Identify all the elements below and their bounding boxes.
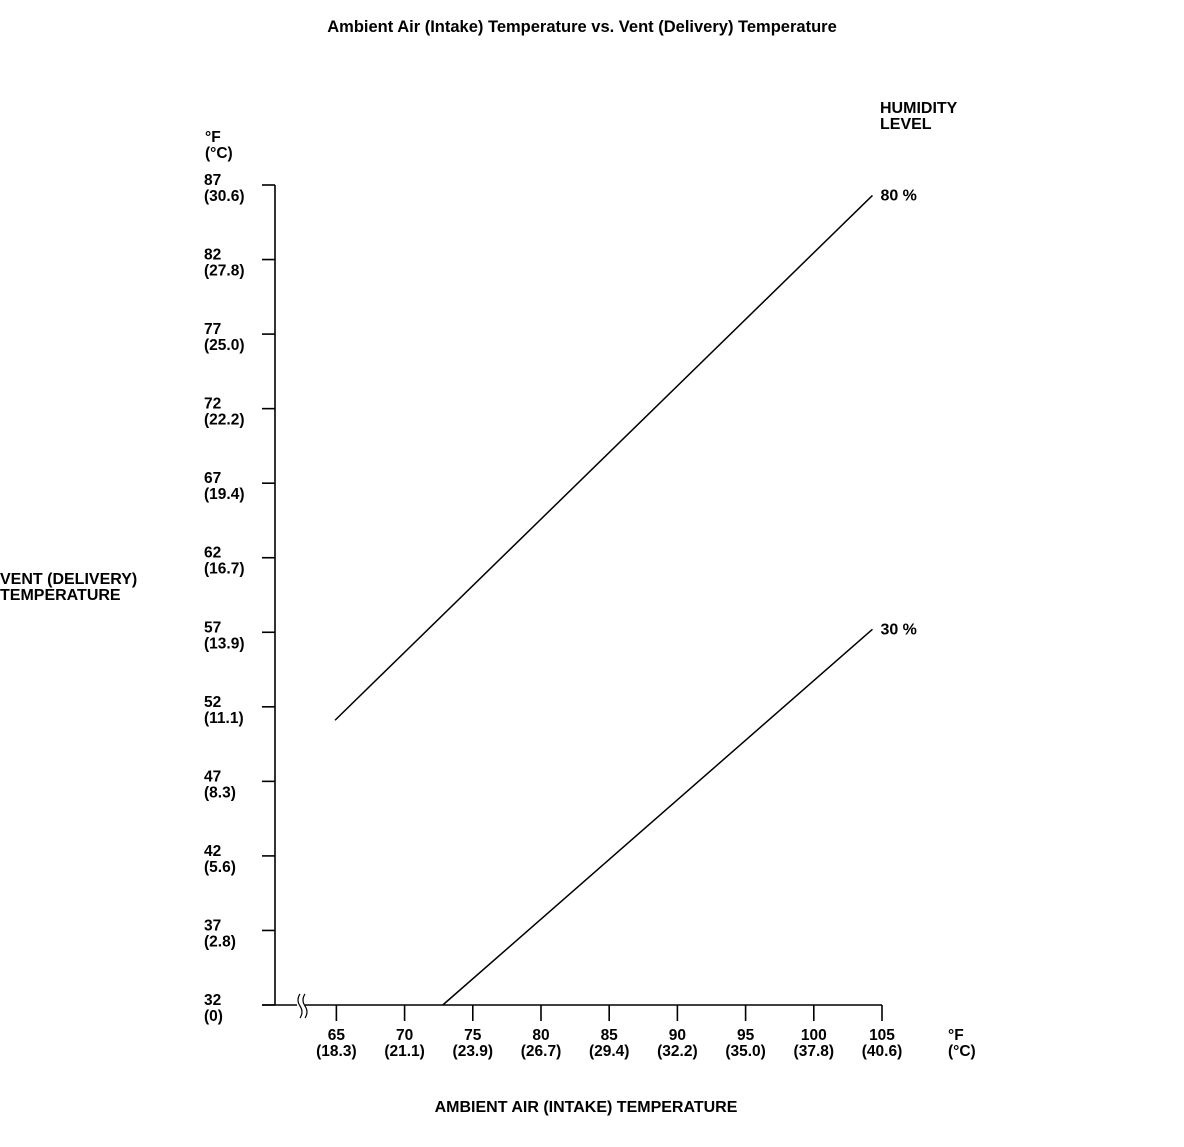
y-tick-label: [204, 396, 245, 429]
y-tick-label-f: 72: [204, 395, 222, 413]
legend-title-line-1: HUMIDITY: [880, 100, 958, 117]
y-axis-label-line-2: TEMPERATURE: [0, 587, 121, 604]
y-tick-label: [204, 619, 245, 652]
y-tick-label-c: (2.8): [204, 933, 236, 951]
y-unit-c: (°C): [205, 145, 233, 162]
y-tick-label-c: (27.8): [204, 262, 245, 280]
x-tick-label-c: (23.9): [452, 1043, 494, 1060]
y-unit-label: [205, 129, 233, 162]
series-label-1: 80 %: [880, 187, 917, 205]
y-tick-label: [204, 768, 236, 801]
x-tick-label-f: 85: [600, 1027, 618, 1044]
y-tick-label-f: 87: [204, 172, 222, 189]
x-unit-c: (°C): [948, 1043, 976, 1060]
y-tick-label-c: (25.0): [204, 337, 245, 355]
x-tick-label-f: 95: [736, 1027, 755, 1044]
y-tick-label-f: 52: [204, 693, 222, 711]
x-tick-label-c: (40.6): [861, 1043, 903, 1060]
y-tick-label-c: (5.6): [204, 858, 236, 876]
y-tick-label-f: 32: [204, 992, 222, 1009]
x-tick-label-f: 75: [464, 1027, 482, 1044]
x-tick-label: [316, 1027, 357, 1060]
x-tick-label-c: (37.8): [793, 1043, 835, 1060]
y-tick-label-c: (13.9): [204, 635, 245, 653]
x-tick-label-c: (35.0): [725, 1043, 766, 1060]
y-tick-label-f: 67: [204, 470, 222, 488]
y-tick-label-f: 62: [204, 544, 222, 562]
y-tick-label-c: (19.4): [204, 486, 245, 504]
y-tick-label: [204, 172, 245, 205]
x-tick-label-c: (21.1): [384, 1043, 425, 1060]
x-tick-label: [589, 1027, 630, 1060]
x-tick-label: [453, 1027, 494, 1060]
x-tick-label-c: (29.4): [588, 1043, 630, 1060]
x-tick-label: [384, 1027, 425, 1060]
y-tick-label-c: (30.6): [204, 188, 245, 205]
legend-title-line-2: LEVEL: [880, 116, 932, 133]
x-tick-label-c: (26.7): [520, 1043, 562, 1060]
x-tick-label-c: (18.3): [316, 1043, 357, 1060]
legend-title: [880, 100, 962, 133]
series-line-2: [443, 629, 873, 1005]
x-tick-label-c: (32.2): [657, 1043, 698, 1060]
y-tick-label: [204, 992, 223, 1025]
y-tick-label: [204, 470, 245, 503]
x-tick-label-f: 70: [395, 1027, 414, 1044]
y-axis-label-line-1: VENT (DELIVERY): [0, 571, 138, 588]
series-line-1: [335, 195, 872, 720]
x-unit-label: [948, 1027, 976, 1060]
x-tick-label: [521, 1027, 562, 1060]
y-tick-label: [204, 321, 245, 354]
x-unit-f: °F: [948, 1027, 964, 1044]
series-label-2: 30 %: [880, 621, 917, 639]
y-axis-label: [0, 571, 142, 604]
y-tick-label: [204, 694, 244, 727]
x-axis-label: AMBIENT AIR (INTAKE) TEMPERATURE: [434, 1099, 738, 1116]
y-tick-label-f: 47: [204, 768, 222, 786]
y-tick-label: [204, 545, 245, 578]
x-tick-label-f: 100: [800, 1027, 827, 1044]
y-tick-label-c: (22.2): [204, 411, 245, 429]
y-tick-label-f: 77: [204, 321, 222, 339]
y-unit-f: °F: [205, 129, 221, 146]
y-tick-label-f: 42: [204, 842, 222, 860]
x-tick-label: [725, 1027, 766, 1060]
x-tick-label-f: 80: [532, 1027, 550, 1044]
x-tick-label-f: 65: [327, 1027, 346, 1044]
x-tick-label-f: 105: [869, 1027, 895, 1044]
y-tick-label: [204, 247, 245, 280]
x-tick-label-f: 90: [668, 1027, 687, 1044]
y-tick-label-c: (8.3): [204, 784, 236, 802]
y-tick-label-f: 57: [204, 619, 222, 637]
y-tick-label: [204, 843, 236, 876]
y-tick-label: [204, 917, 236, 950]
y-tick-label-c: (11.1): [204, 709, 244, 727]
y-tick-label-f: 37: [204, 917, 222, 935]
plot-area: [204, 172, 917, 1060]
y-tick-label-f: 82: [204, 246, 222, 264]
y-tick-label-c: (16.7): [204, 560, 245, 578]
chart-title: Ambient Air (Intake) Temperature vs. Vent (Delivery) Temperature: [327, 18, 837, 36]
y-tick-label-c: (0): [204, 1008, 223, 1025]
x-tick-label: [862, 1027, 903, 1060]
x-tick-label: [657, 1027, 698, 1060]
x-tick-label: [794, 1027, 835, 1060]
